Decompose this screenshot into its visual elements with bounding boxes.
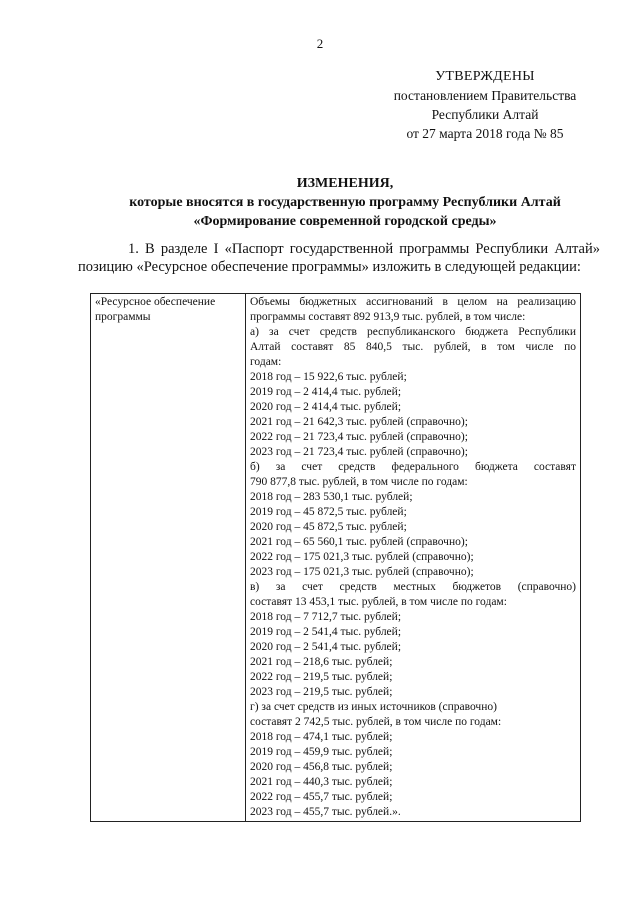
page-number: 2	[316, 36, 324, 51]
intro-paragraph: 1. В разделе I «Паспорт государственной программы Республики Алтай» позицию «Ресурсное обеспечение программы» изложить в следующей редакции:	[78, 241, 600, 275]
year-line: 2020 год – 2 541,4 тыс. рублей;	[250, 641, 402, 653]
total-line-1: Объемы бюджетных ассигнований в целом на реализацию	[250, 296, 576, 308]
year-line: 2021 год – 21 642,3 тыс. рублей (справочно);	[250, 416, 468, 428]
section-v-line-1: в) за счет средств местных бюджетов (справочно)	[250, 581, 576, 593]
approved-label: УТВЕРЖДЕНЫ	[435, 69, 535, 84]
year-line: 2019 год – 2 541,4 тыс. рублей;	[250, 626, 402, 638]
year-line: 2022 год – 219,5 тыс. рублей;	[250, 671, 393, 683]
section-a-line-2: Алтай составят 85 840,5 тыс. рублей, в том числе по	[250, 341, 576, 353]
year-line: 2020 год – 456,8 тыс. рублей;	[250, 761, 393, 773]
year-line: 2018 год – 283 530,1 тыс. рублей;	[250, 491, 413, 503]
section-v-line-2: составят 13 453,1 тыс. рублей, в том числе по годам:	[250, 596, 507, 608]
year-line: 2022 год – 175 021,3 тыс. рублей (справочно);	[250, 551, 474, 563]
document-title	[60, 174, 630, 231]
year-line: 2019 год – 45 872,5 тыс. рублей;	[250, 506, 407, 518]
section-a-line-3: годам:	[250, 356, 282, 368]
resource-table	[90, 293, 581, 822]
title-line-1: которые вносятся в государственную программу Республики Алтай	[129, 195, 561, 210]
year-line: 2023 год – 455,7 тыс. рублей.».	[250, 806, 401, 818]
year-line: 2021 год – 218,6 тыс. рублей;	[250, 656, 393, 668]
section-g-line-1: г) за счет средств из иных источников (справочно)	[250, 701, 497, 713]
approval-line-3: от 27 марта 2018 года № 85	[406, 126, 564, 141]
year-line: 2021 год – 65 560,1 тыс. рублей (справочно);	[250, 536, 468, 548]
position-cell: «Ресурсное обеспечение программы	[91, 294, 246, 822]
section-a-line-1: а) за счет средств республиканского бюджета Республики	[250, 326, 576, 338]
year-line: 2022 год – 21 723,4 тыс. рублей (справочно);	[250, 431, 468, 443]
section-b-line-2: 790 877,8 тыс. рублей, в том числе по годам:	[250, 476, 468, 488]
year-line: 2018 год – 474,1 тыс. рублей;	[250, 731, 393, 743]
year-line: 2018 год – 7 712,7 тыс. рублей;	[250, 611, 402, 623]
year-line: 2019 год – 459,9 тыс. рублей;	[250, 746, 393, 758]
title-heading: ИЗМЕНЕНИЯ,	[296, 176, 394, 191]
year-line: 2020 год – 2 414,4 тыс. рублей;	[250, 401, 402, 413]
title-line-2: «Формирование современной городской среды»	[193, 214, 497, 229]
year-line: 2023 год – 21 723,4 тыс. рублей (справочно);	[250, 446, 468, 458]
approval-line-1: постановлением Правительства	[393, 88, 577, 103]
year-line: 2020 год – 45 872,5 тыс. рублей;	[250, 521, 407, 533]
approval-block	[370, 67, 600, 143]
approval-line-2: Республики Алтай	[431, 107, 539, 122]
year-line: 2019 год – 2 414,4 тыс. рублей;	[250, 386, 402, 398]
year-line: 2018 год – 15 922,6 тыс. рублей;	[250, 371, 407, 383]
year-line: 2021 год – 440,3 тыс. рублей;	[250, 776, 393, 788]
content-cell	[246, 294, 581, 822]
section-b-line-1: б) за счет средств федерального бюджета составят	[250, 461, 576, 473]
table-row	[91, 294, 581, 822]
section-g-line-2: составят 2 742,5 тыс. рублей, в том числе по годам:	[250, 716, 502, 728]
total-line-2: программы составят 892 913,9 тыс. рублей, в том числе:	[250, 311, 526, 323]
year-line: 2022 год – 455,7 тыс. рублей;	[250, 791, 393, 803]
year-line: 2023 год – 175 021,3 тыс. рублей (справочно);	[250, 566, 474, 578]
year-line: 2023 год – 219,5 тыс. рублей;	[250, 686, 393, 698]
